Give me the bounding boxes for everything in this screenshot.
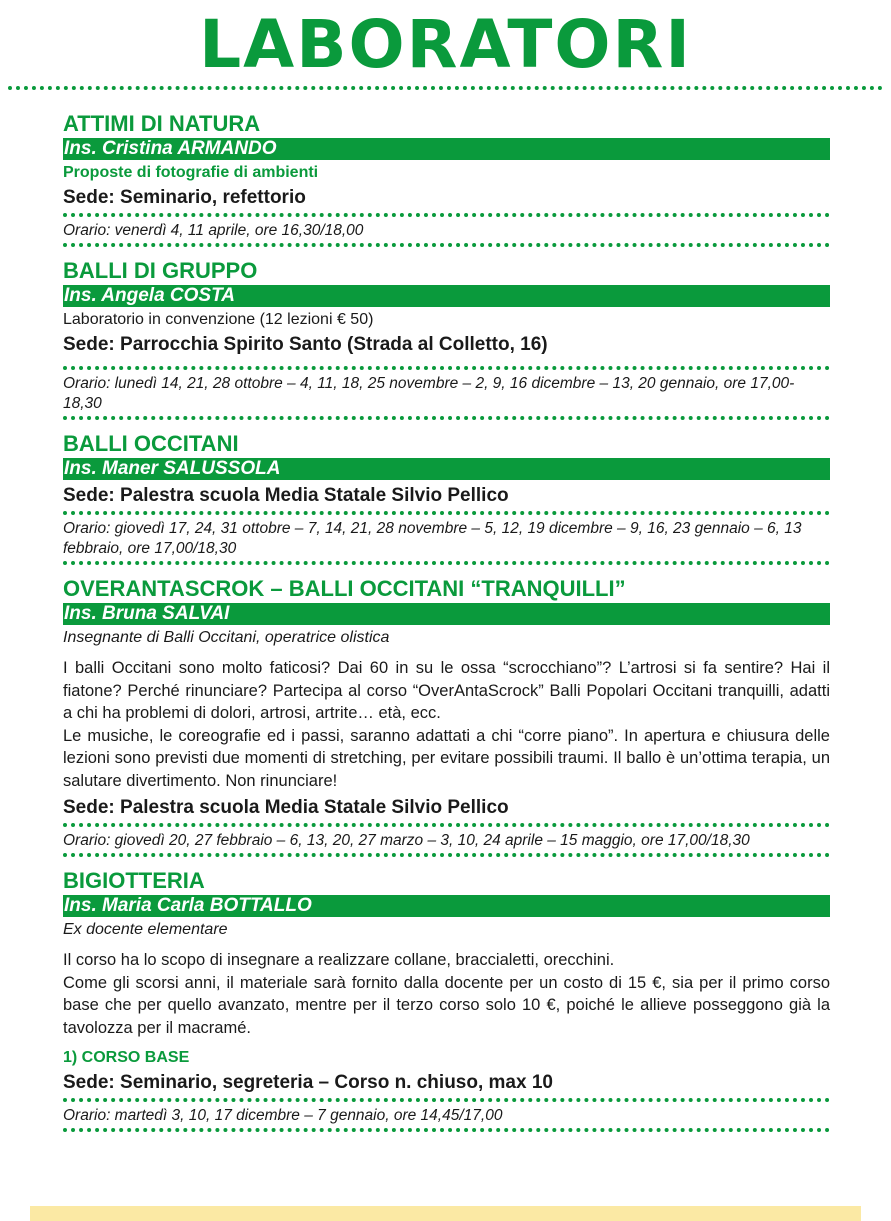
teacher-bar: Ins. Bruna SALVAI: [63, 603, 830, 625]
footer-band: [30, 1206, 861, 1221]
section-description: [63, 657, 830, 792]
section-subtitle: Insegnante di Balli Occitani, operatrice olistica: [63, 629, 390, 646]
orario-line: Orario: martedì 3, 10, 17 dicembre – 7 gennaio, ore 14,45/17,00: [63, 1107, 503, 1124]
section-title: BALLI DI GRUPPO: [63, 258, 258, 283]
sede-line: Sede: Seminario, segreteria – Corso n. chiuso, max 10: [63, 1072, 553, 1093]
section-subtitle: Ex docente elementare: [63, 921, 228, 938]
section-bigiotteria: [63, 867, 830, 1132]
description-paragraph: I balli Occitani sono molto faticosi? Dai 60 in su le ossa “scrocchiano”? L’artrosi si fa sentire? Hai il fiatone? Perché rinunciare? Partecipa al corso “OverAntaScrock” Balli Popolari Occitani tranquilli, adatti a chi ha problemi di dolori, artrosi, artrite… età, ecc.: [63, 659, 830, 722]
dotted-divider: [63, 511, 830, 515]
section-subtitle: Laboratorio in convenzione (12 lezioni € 50): [63, 311, 374, 328]
section-title: BIGIOTTERIA: [63, 868, 205, 893]
orario-line: Orario: lunedì 14, 21, 28 ottobre – 4, 11, 18, 25 novembre – 2, 9, 16 dicembre – 13, 20 gennaio, ore 17,00-18,30: [63, 375, 795, 412]
section-title: ATTIMI DI NATURA: [63, 111, 261, 136]
dotted-divider: [63, 1098, 830, 1102]
teacher-bar: Ins. Cristina ARMANDO: [63, 138, 830, 160]
laboratori-list: [63, 110, 830, 1142]
section-description: [63, 949, 830, 1039]
dotted-divider: [63, 243, 830, 247]
section-attimi-di-natura: [63, 110, 830, 247]
dotted-divider: [63, 823, 830, 827]
orario-line: Orario: venerdì 4, 11 aprile, ore 16,30/18,00: [63, 222, 364, 239]
teacher-bar: Ins. Maria Carla BOTTALLO: [63, 895, 830, 917]
dotted-divider: [63, 213, 830, 217]
sede-line: Sede: Palestra scuola Media Statale Silvio Pellico: [63, 485, 509, 506]
teacher-bar: Ins. Angela COSTA: [63, 285, 830, 307]
description-paragraph: Il corso ha lo scopo di insegnare a realizzare collane, braccialetti, orecchini.: [63, 951, 615, 969]
section-balli-occitani: [63, 430, 830, 565]
section-title: BALLI OCCITANI: [63, 431, 239, 456]
dotted-divider: [63, 853, 830, 857]
description-paragraph: Come gli scorsi anni, il materiale sarà fornito dalla docente per un costo di 15 €, sia per il primo corso base che per quello avanzato, mentre per il terzo corso solo 10 €, poiché le allieve posseggono già la tavolozza per il macramé.: [63, 973, 830, 1037]
sede-line: Sede: Parrocchia Spirito Santo (Strada al Colletto, 16): [63, 334, 548, 355]
course-heading: 1) CORSO BASE: [63, 1049, 190, 1066]
dotted-divider: [63, 561, 830, 565]
teacher-bar: Ins. Maner SALUSSOLA: [63, 458, 830, 480]
orario-line: Orario: giovedì 20, 27 febbraio – 6, 13, 20, 27 marzo – 3, 10, 24 aprile – 15 maggio, ore 17,00/18,30: [63, 832, 750, 849]
section-title: OVERANTASCROK – BALLI OCCITANI “TRANQUILLI”: [63, 576, 626, 601]
section-subtitle: Proposte di fotografie di ambienti: [63, 164, 319, 181]
dotted-divider: [63, 1128, 830, 1132]
orario-line: Orario: giovedì 17, 24, 31 ottobre – 7, 14, 21, 28 novembre – 5, 12, 19 dicembre – 9, 16, 23 gennaio – 6, 13 febbraio, ore 17,00/18,30: [63, 520, 802, 557]
section-balli-di-gruppo: [63, 257, 830, 420]
sede-line: Sede: Palestra scuola Media Statale Silvio Pellico: [63, 797, 509, 818]
page-title: LABORATORI: [199, 6, 692, 83]
title-divider: [8, 86, 883, 90]
description-paragraph: Le musiche, le coreografie ed i passi, saranno adattati a chi “corre piano”. In apertura e chiusura delle lezioni sono previsti due momenti di stretching, per evitare possibili traumi. Il ballo è un’ottima terapia, un salutare divertimento. Non rinunciare!: [63, 726, 830, 790]
dotted-divider: [63, 416, 830, 420]
sede-line: Sede: Seminario, refettorio: [63, 187, 306, 208]
section-overantascrok: [63, 575, 830, 857]
dotted-divider: [63, 366, 830, 370]
